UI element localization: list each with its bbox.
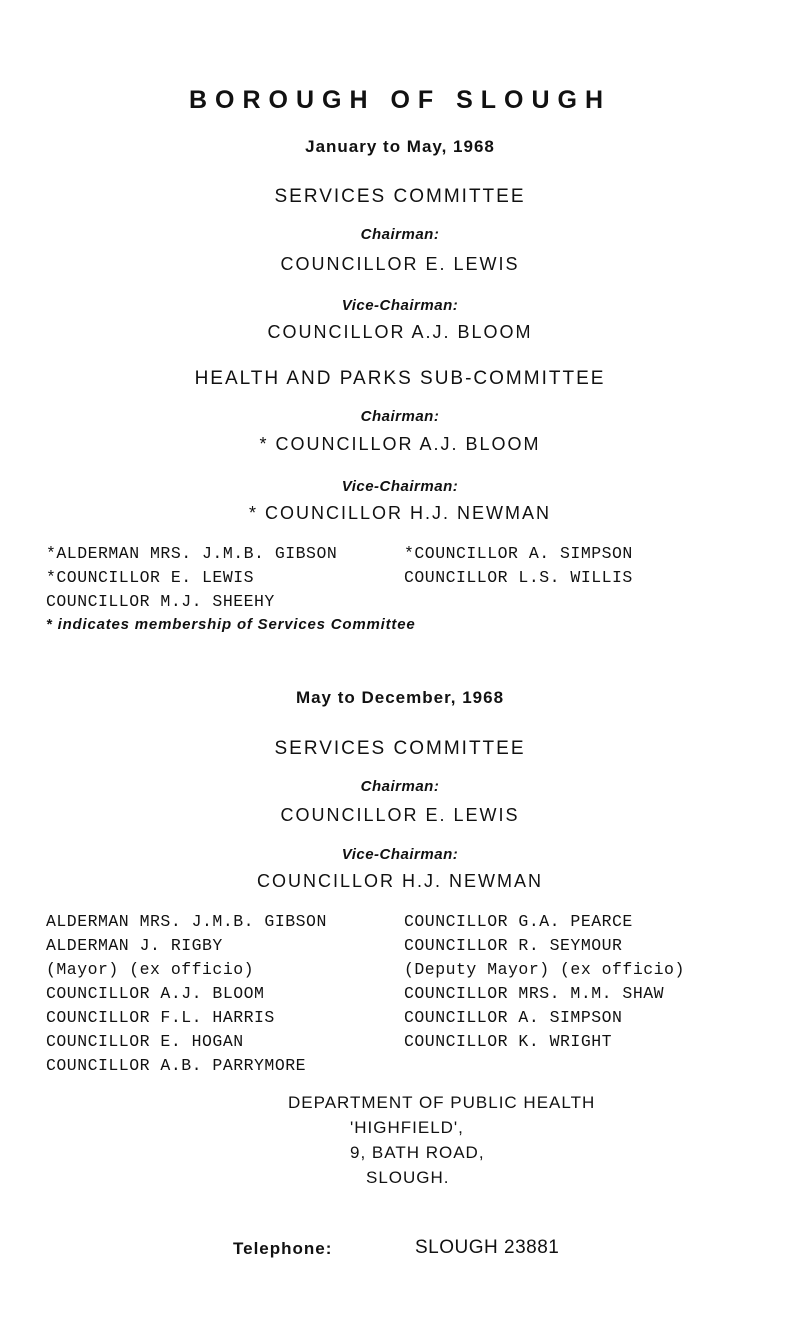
services-members-left	[46, 910, 327, 1078]
period-2-title: May to December, 1968	[295, 688, 505, 707]
member-entry: *COUNCILLOR E. LEWIS	[46, 568, 255, 587]
borough-title: BOROUGH OF SLOUGH	[188, 86, 612, 114]
services-committee-heading-1: SERVICES COMMITTEE	[274, 186, 526, 207]
address-line: 'HIGHFIELD',	[350, 1118, 464, 1137]
address-line: 9, BATH ROAD,	[350, 1143, 485, 1162]
services-members-right	[404, 910, 685, 1054]
services-vice-chairman-2: COUNCILLOR H.J. NEWMAN	[256, 871, 543, 891]
health-parks-heading: HEALTH AND PARKS SUB-COMMITTEE	[194, 368, 606, 389]
health-chairman: * COUNCILLOR A.J. BLOOM	[259, 434, 541, 454]
member-entry: *COUNCILLOR A. SIMPSON	[404, 544, 633, 563]
member-entry: (Mayor) (ex officio)	[46, 960, 255, 979]
health-vice-chairman: * COUNCILLOR H.J. NEWMAN	[248, 503, 552, 523]
member-entry: COUNCILLOR A.J. BLOOM	[46, 984, 265, 1003]
address-line: DEPARTMENT OF PUBLIC HEALTH	[288, 1093, 596, 1112]
telephone-number: SLOUGH 23881	[415, 1237, 560, 1258]
member-entry: (Deputy Mayor) (ex officio)	[404, 960, 685, 979]
member-entry: ALDERMAN J. RIGBY	[46, 936, 223, 955]
member-entry: COUNCILLOR K. WRIGHT	[404, 1032, 613, 1051]
health-chairman-label: Chairman:	[360, 408, 440, 425]
health-vice-chairman-label: Vice-Chairman:	[341, 478, 459, 495]
member-entry: COUNCILLOR F.L. HARRIS	[46, 1008, 275, 1027]
health-members-right	[404, 542, 633, 590]
member-entry: COUNCILLOR G.A. PEARCE	[404, 912, 633, 931]
member-entry: *ALDERMAN MRS. J.M.B. GIBSON	[46, 544, 338, 563]
membership-note: * indicates membership of Services Committee	[46, 616, 416, 633]
services-chairman-label-1: Chairman:	[360, 226, 440, 243]
services-chairman-label-2: Chairman:	[360, 778, 440, 795]
services-chairman-2: COUNCILLOR E. LEWIS	[280, 805, 520, 825]
address-line: SLOUGH.	[366, 1168, 450, 1187]
services-committee-heading-2: SERVICES COMMITTEE	[274, 738, 526, 759]
member-entry: COUNCILLOR A. SIMPSON	[404, 1008, 623, 1027]
member-entry: COUNCILLOR E. HOGAN	[46, 1032, 244, 1051]
services-vice-chairman-1: COUNCILLOR A.J. BLOOM	[267, 322, 533, 342]
member-entry: COUNCILLOR A.B. PARRYMORE	[46, 1056, 307, 1075]
member-entry: COUNCILLOR M.J. SHEEHY	[46, 592, 275, 611]
member-entry: COUNCILLOR MRS. M.M. SHAW	[404, 984, 665, 1003]
department-address	[288, 1090, 595, 1190]
telephone-label: Telephone:	[233, 1239, 333, 1258]
period-1-title: January to May, 1968	[305, 137, 495, 156]
member-entry: COUNCILLOR R. SEYMOUR	[404, 936, 623, 955]
services-vice-chairman-label-2: Vice-Chairman:	[341, 846, 459, 863]
health-members-left	[46, 542, 337, 614]
services-vice-chairman-label-1: Vice-Chairman:	[341, 297, 459, 314]
member-entry: ALDERMAN MRS. J.M.B. GIBSON	[46, 912, 327, 931]
services-chairman-1: COUNCILLOR E. LEWIS	[280, 254, 520, 274]
member-entry: COUNCILLOR L.S. WILLIS	[404, 568, 633, 587]
